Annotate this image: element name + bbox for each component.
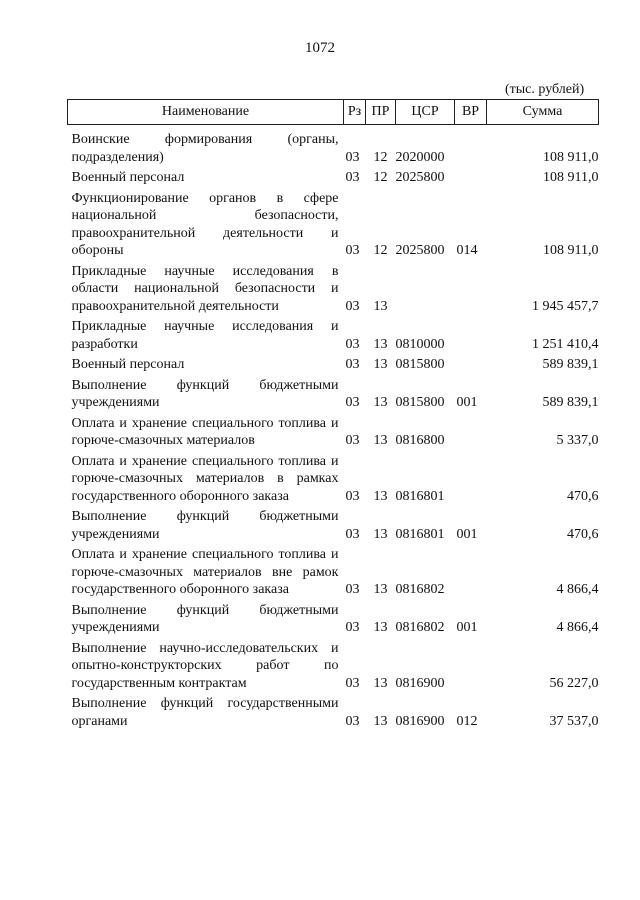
table-row bbox=[68, 316, 599, 354]
row-rz: 03 bbox=[345, 298, 360, 314]
row-rz: 03 bbox=[345, 488, 360, 504]
row-sum: 470,6 bbox=[567, 526, 599, 542]
row-csr: 0816800 bbox=[395, 433, 445, 448]
row-name: Военный персонал bbox=[71, 170, 185, 185]
table-row bbox=[68, 638, 599, 694]
row-pr: 13 bbox=[373, 433, 388, 448]
row-name: Выполнение функций государственными органами bbox=[71, 696, 339, 729]
row-rz: 03 bbox=[345, 243, 360, 258]
row-sum: 4 866,4 bbox=[556, 582, 599, 597]
row-name: Прикладные научные исследования и разработки bbox=[71, 319, 339, 352]
row-rz: 03 bbox=[345, 357, 360, 372]
row-rz: 03 bbox=[345, 620, 360, 635]
row-pr: 13 bbox=[373, 395, 388, 410]
row-sum: 470,6 bbox=[567, 488, 599, 504]
row-name: Оплата и хранение специального топлива и горюче-смазочных материалов bbox=[71, 415, 339, 448]
page-number: 1072 bbox=[305, 40, 335, 56]
row-sum: 108 911,0 bbox=[543, 149, 599, 165]
row-pr: 13 bbox=[373, 488, 388, 504]
row-vr: 014 bbox=[456, 243, 478, 258]
row-pr: 13 bbox=[373, 298, 388, 314]
row-csr: 2025800 bbox=[395, 243, 445, 258]
row-rz: 03 bbox=[345, 395, 360, 410]
header-name: Наименование bbox=[68, 100, 344, 125]
row-vr bbox=[455, 354, 487, 375]
row-vr bbox=[455, 261, 487, 317]
row-name: Воинские формирования (органы, подразделения) bbox=[71, 132, 339, 165]
row-vr bbox=[455, 451, 487, 507]
row-rz: 03 bbox=[345, 713, 360, 729]
row-csr: 2020000 bbox=[395, 149, 445, 165]
row-csr: 0816801 bbox=[395, 488, 445, 504]
row-sum: 4 866,4 bbox=[556, 620, 599, 635]
row-pr: 13 bbox=[373, 713, 388, 729]
table-header bbox=[68, 100, 599, 125]
row-csr: 0816802 bbox=[395, 582, 445, 597]
row-vr bbox=[455, 544, 487, 600]
row-name: Выполнение функций бюджетными учреждениями bbox=[71, 509, 339, 542]
row-pr: 13 bbox=[373, 582, 388, 597]
row-vr bbox=[455, 125, 487, 168]
row-vr: 001 bbox=[456, 526, 478, 542]
row-rz: 03 bbox=[345, 336, 360, 352]
table-row bbox=[68, 693, 599, 731]
row-name: Выполнение научно-исследовательских и опытно-конструкторских работ по государственным контрактам bbox=[71, 640, 339, 691]
row-sum: 108 911,0 bbox=[543, 170, 599, 185]
table-row bbox=[68, 544, 599, 600]
row-vr: 012 bbox=[456, 713, 478, 729]
header-rz: Рз bbox=[344, 100, 366, 125]
row-pr: 13 bbox=[373, 675, 388, 691]
table-row bbox=[68, 600, 599, 638]
row-name: Оплата и хранение специального топлива и горюче-смазочных материалов вне рамок государственного оборонного заказа bbox=[71, 547, 339, 597]
row-csr: 0816801 bbox=[395, 526, 445, 542]
row-vr bbox=[455, 316, 487, 354]
table-row bbox=[68, 451, 599, 507]
row-csr bbox=[396, 261, 455, 317]
row-name: Функционирование органов в сфере национальной безопасности, правоохранительной деятельности и обороны bbox=[71, 190, 339, 258]
row-csr: 0816802 bbox=[395, 620, 445, 635]
row-csr: 0816900 bbox=[395, 675, 445, 691]
row-name: Выполнение функций бюджетными учреждениями bbox=[71, 602, 339, 635]
row-sum: 5 337,0 bbox=[556, 433, 599, 448]
row-vr: 001 bbox=[456, 395, 478, 410]
table-row bbox=[68, 506, 599, 544]
row-csr: 0815800 bbox=[395, 395, 445, 410]
table-row bbox=[68, 167, 599, 188]
row-sum: 589 839,1 bbox=[542, 357, 599, 372]
row-vr bbox=[455, 167, 487, 188]
row-name: Оплата и хранение специального топлива и горюче-смазочных материалов в рамках государственного оборонного заказа bbox=[71, 453, 339, 504]
row-sum: 56 227,0 bbox=[549, 675, 599, 691]
row-rz: 03 bbox=[345, 582, 360, 597]
header-sum: Сумма bbox=[487, 100, 599, 125]
header-vr: ВР bbox=[455, 100, 487, 125]
row-name: Выполнение функций бюджетными учреждениями bbox=[71, 377, 339, 410]
header-csr: ЦСР bbox=[396, 100, 455, 125]
row-sum: 1 945 457,7 bbox=[532, 298, 599, 314]
table-row bbox=[68, 413, 599, 451]
header-row bbox=[68, 100, 599, 125]
row-pr: 13 bbox=[373, 336, 388, 352]
table-row bbox=[68, 375, 599, 413]
row-pr: 13 bbox=[373, 357, 388, 372]
row-sum: 108 911,0 bbox=[543, 243, 599, 258]
row-vr: 001 bbox=[456, 620, 478, 635]
row-sum: 37 537,0 bbox=[549, 713, 599, 729]
row-pr: 12 bbox=[373, 170, 388, 185]
row-csr: 0815800 bbox=[395, 357, 445, 372]
units-label: (тыс. рублей) bbox=[505, 82, 585, 97]
row-pr: 12 bbox=[373, 243, 388, 258]
row-sum: 589 839,1 bbox=[542, 395, 599, 410]
table-row bbox=[68, 354, 599, 375]
row-pr: 13 bbox=[373, 620, 388, 635]
table-row bbox=[68, 125, 599, 168]
row-sum: 1 251 410,4 bbox=[532, 336, 599, 352]
row-rz: 03 bbox=[345, 149, 360, 165]
row-rz: 03 bbox=[345, 433, 360, 448]
row-vr bbox=[455, 413, 487, 451]
table-row bbox=[68, 188, 599, 261]
row-rz: 03 bbox=[345, 526, 360, 542]
row-csr: 0810000 bbox=[395, 336, 445, 352]
row-csr: 2025800 bbox=[395, 170, 445, 185]
row-pr: 12 bbox=[373, 149, 388, 165]
header-pr: ПР bbox=[366, 100, 396, 125]
row-name: Прикладные научные исследования в области национальной безопасности и правоохранительной деятельности bbox=[71, 263, 339, 314]
row-vr bbox=[455, 638, 487, 694]
row-pr: 13 bbox=[373, 526, 388, 542]
row-rz: 03 bbox=[345, 170, 360, 185]
budget-table bbox=[67, 99, 599, 731]
table-body bbox=[68, 125, 599, 732]
row-rz: 03 bbox=[345, 675, 360, 691]
row-csr: 0816900 bbox=[395, 713, 445, 729]
row-name: Военный персонал bbox=[71, 357, 185, 372]
table-row bbox=[68, 261, 599, 317]
